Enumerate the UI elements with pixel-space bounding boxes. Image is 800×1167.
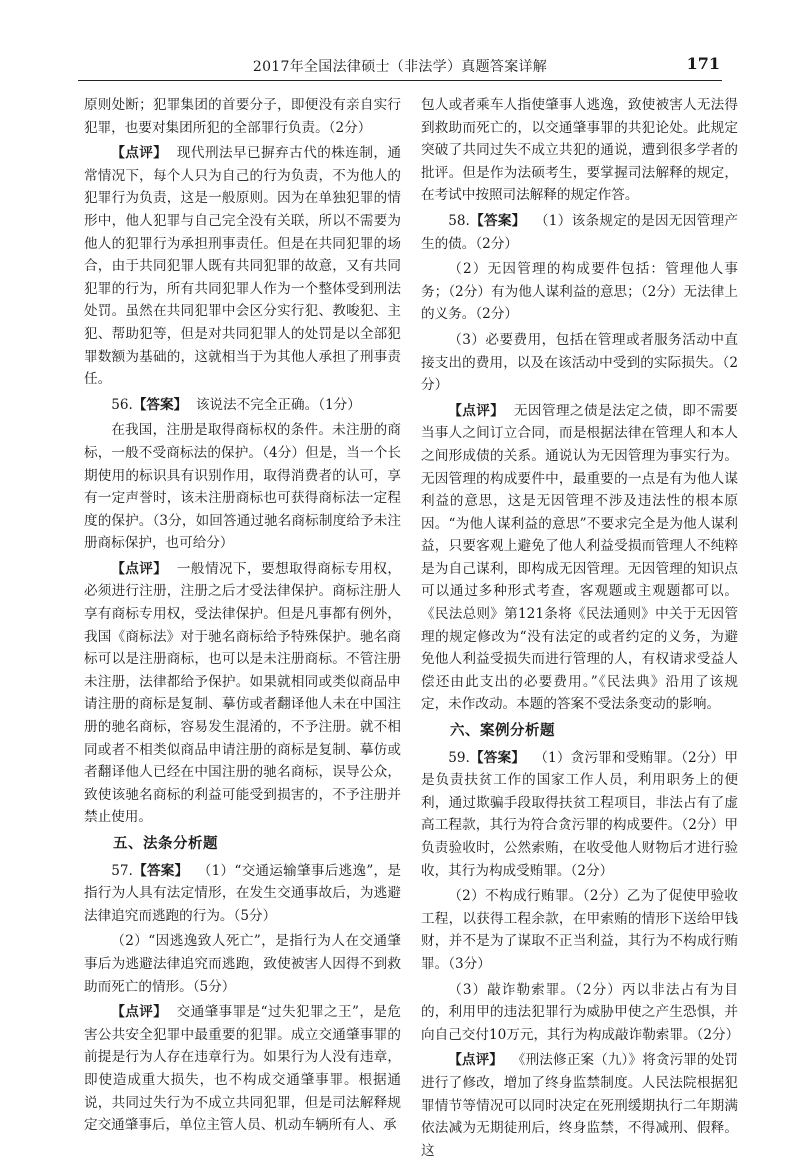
paragraph: （3）敲诈勒索罪。（2分）丙以非法占有为目的，利用甲的违法犯罪行为威胁甲使之产生恐惧，并向自己交付10万元，其行为构成敲诈勒索罪。（2分）: [421, 981, 740, 1043]
answer-text: （1）贪污罪和受贿罪。（2分）甲是负责扶贫工作的国家工作人员，利用职务上的便利，通过欺骗手段取得扶贫工程项目，非法占有了虚高工程款，其行为符合贪污罪的构成要件。（2分）甲负责验收时，公然索贿，在收受他人财物后才进行验收，其行为构成受贿罪。（2分）: [421, 749, 739, 879]
answer-tag: 【答案】: [132, 396, 188, 413]
comment-tag: 【点评】: [448, 1052, 504, 1069]
answer-paragraph: [84, 394, 401, 417]
paragraph: （2）“因逃逸致人死亡”，是指行为人在交通肇事后为逃避法律追究而逃跑，致使被害人因得不到救助而死亡的情形。（5分）: [84, 933, 401, 995]
paragraph: 原则处断；犯罪集团的首要分子，即便没有亲自实行犯罪，也要对集团所犯的全部罪行负责。（2分）: [84, 97, 401, 136]
comment-tag: 【点评】: [111, 1004, 168, 1021]
comment-text: 交通肇事罪是“过失犯罪之王”，是危害公共安全犯罪中最重要的犯罪。成立交通肇事罪的前提是行为人存在违章行为。如果行为人没有违章，即使造成重大损失，也不构成交通肇事罪。根据通说，共同过失行为不成立共同犯罪，但是司法解释规定交通肇事后，单位主管人员、机动车辆所有人、承: [84, 1004, 401, 1134]
question-number: 56.: [111, 396, 133, 413]
comment-text: 现代刑法早已摒弃古代的株连制，通常情况下，每个人只为自己的行为负责，不为他人的犯罪行为负责，这是一般原则。因为在单独犯罪的情形中，他人犯罪与自己完全没有关联，所以不需要为他人的犯罪行为承担刑事责任。但是在共同犯罪的场合，由于共同犯罪人既有共同犯罪的故意，又有共同犯罪的行为，所有共同犯罪人作为一个整体受到刑法处罚。虽然在共同犯罪中会区分实行犯、教唆犯、主犯、帮助犯等，但是对共同犯罪人的处罚是以全部犯罪数额为基础的，这就相当于为其他人承担了刑事责任。: [84, 145, 402, 388]
question-number: 59.: [448, 749, 470, 766]
answer-tag: 【答案】: [469, 212, 526, 229]
comment-paragraph: [421, 1049, 738, 1162]
comment-paragraph: [84, 142, 401, 391]
comment-tag: 【点评】: [111, 145, 168, 162]
page-header: [78, 46, 722, 81]
running-title: 2017年全国法律硕士（非法学）真题答案详解: [252, 59, 548, 75]
question-number: 57.: [111, 862, 133, 879]
comment-text: 一般情况下，要想取得商标专用权，必须进行注册，注册之后才受法律保护。商标注册人享有商标专用权，受法律保护。但是凡事都有例外，我国《商标法》对于驰名商标给予特殊保护。驰名商标可以是注册商标，也可以是未注册商标。不管注册未注册，法律都给予保护。如果就相同或类似商品申请注册的商标是复制、摹仿或者翻译他人未在中国注册的驰名商标，容易发生混淆的，不予注册。就不相同或者不相类似商品申请注册的商标是复制、摹仿或者翻译他人已经在中国注册的驰名商标，误导公众，致使该驰名商标的利益可能受到损害的，不予注册并禁止使用。: [84, 560, 402, 826]
answer-paragraph: [421, 747, 738, 883]
comment-paragraph: [84, 1001, 401, 1137]
question-number: 58.: [448, 212, 470, 229]
section-heading: 五、法条分析题: [113, 836, 218, 852]
comment-tag: 【点评】: [111, 560, 168, 577]
page-number: 171: [686, 54, 720, 73]
comment-text: 无因管理之债是法定之债，即不需要当事人之间订立合同，而是根据法律在管理人和本人之间形成债的关系。通说认为无因管理为事实行为。无因管理的构成要件中，最重要的一点是有为他人谋利益的意思，这是无因管理不涉及违法性的根本原因。“为他人谋利益的意思”不要求完全是为他人谋利益，只要客观上避免了他人利益受损而管理人不纯粹是为自己谋利，即构成无因管理。无因管理的知识点可以通过多种形式考查，客观题或主观题都可以。《民法总则》第121条将《民法通则》中关于无因管理的规定修改为“没有法定的或者约定的义务，为避免他人利益受损失而进行管理的人，有权请求受益人偿还由此支出的必要费用。”《民法典》沿用了该规定，未作改动。本题的答案不受法条变动的影响。: [421, 402, 739, 713]
answer-tag: 【答案】: [132, 862, 189, 879]
comment-tag: 【点评】: [448, 402, 505, 419]
paragraph: （2）不构成行贿罪。（2分）乙为了促使甲验收工程，以获得工程余款，在甲索贿的情形下送给甲钱财，并不是为了谋取不正当利益，其行为不构成行贿罪。（3分）: [421, 888, 738, 972]
comment-text: 《刑法修正案（九）》将贪污罪的处罚进行了修改，增加了终身监禁制度。人民法院根据犯罪情节等情况可以同时决定在死刑缓期执行二年期满依法减为无期徒刑后，终身监禁，不得减刑、假释。这: [421, 1052, 738, 1159]
paragraph: （3）必要费用，包括在管理或者服务活动中直接支出的费用，以及在该活动中受到的实际损失。（2分）: [421, 331, 738, 394]
paragraph: 包人或者乘车人指使肇事人逃逸，致使被害人无法得到救助而死亡的，以交通肇事罪的共犯论处。此规定突破了共同过失不成立共犯的通说，遭到很多学者的批评。但是作为法硕考生，要掌握司法解释的规定，在考试中按照司法解释的规定作答。: [421, 97, 738, 204]
answer-tag: 【答案】: [469, 749, 526, 766]
left-column: [84, 94, 401, 1140]
right-column: [421, 94, 738, 1165]
section-heading: 六、案例分析题: [450, 723, 555, 740]
answer-paragraph: [421, 210, 738, 255]
paragraph: 在我国，注册是取得商标权的条件。未注册的商标，一般不受商标法的保护。（4分）但是，当一个长期使用的标识具有识别作用，取得消费者的认可，享有一定声誉时，该未注册商标也可获得商标法一定程度的保护。（3分，如回答通过驰名商标制度给予未注册商标保护，也可给分）: [84, 422, 401, 552]
answer-paragraph: [84, 860, 401, 928]
answer-text: （1）“交通运输肇事后逃逸”，是指行为人具有法定情形，在发生交通事故后，为逃避法律追究而逃跑的行为。（5分）: [84, 862, 402, 924]
comment-paragraph: [421, 400, 738, 716]
comment-paragraph: [84, 558, 401, 829]
answer-text: （1）该条规定的是因无因管理产生的债。（2分）: [421, 212, 738, 252]
answer-text: 该说法不完全正确。（1分）: [195, 396, 361, 413]
paragraph: （2）无因管理的构成要件包括：管理他人事务；（2分）有为他人谋利益的意思；（2分）无法律上的义务。（2分）: [421, 261, 738, 323]
